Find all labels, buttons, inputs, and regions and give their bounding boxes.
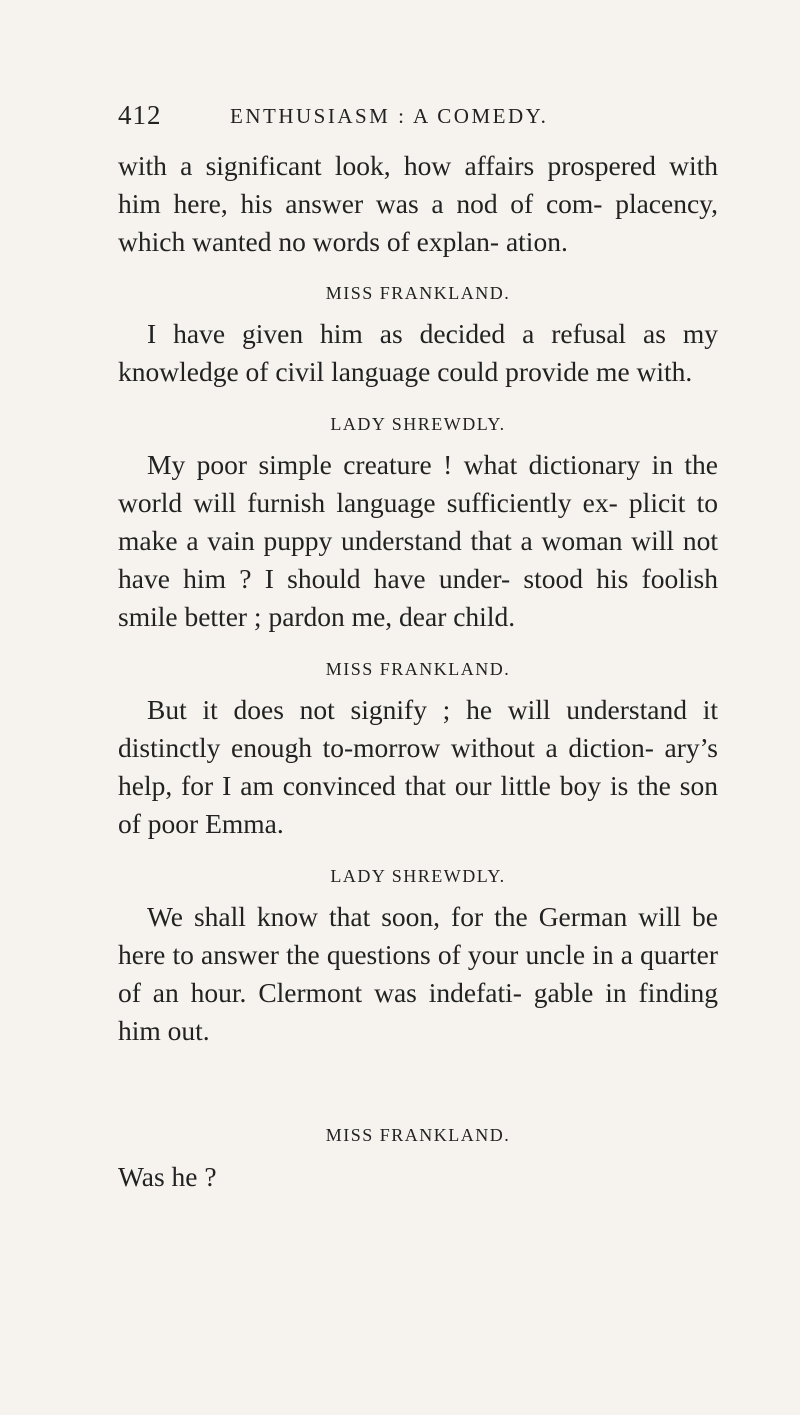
speaker-heading: LADY SHREWDLY. — [330, 866, 506, 886]
passage-text: My poor simple creature ! what dictionary in the world will furnish language sufficiently ex- plicit to make a vain puppy understand that a woman will not have him ? I should have under- stood his foolish smile better ; pardon me, dear child. — [118, 449, 718, 632]
passage-text: But it does not signify ; he will understand it distinctly enough to-morrow without a diction- ary’s help, for I am convinced that our little boy is the son of poor Emma. — [118, 694, 718, 839]
speaker-heading: MISS FRANKLAND. — [325, 283, 511, 303]
passage-text: with a significant look, how affairs prospered with him here, his answer was a nod of com- placency, which wanted no words of explan- ation. — [118, 150, 718, 257]
final-exchange — [118, 1125, 718, 1205]
speaker-heading: MISS FRANKLAND. — [325, 659, 511, 679]
passage-text: We shall know that soon, for the German will be here to answer the questions of your uncle in a quarter of an hour. Clermont was indefati- gable in finding him out. — [118, 901, 718, 1046]
running-title: ENTHUSIASM : A COMEDY. — [230, 104, 549, 128]
page-number: 412 — [118, 100, 162, 130]
speaker-heading: LADY SHREWDLY. — [330, 414, 506, 434]
passage-text: I have given him as decided a refusal as my knowledge of civil language could provide me with. — [118, 318, 718, 387]
page-body — [118, 147, 718, 1050]
passage-text: Was he ? — [118, 1161, 217, 1192]
page-header — [118, 100, 718, 140]
speaker-heading: MISS FRANKLAND. — [325, 1125, 511, 1145]
